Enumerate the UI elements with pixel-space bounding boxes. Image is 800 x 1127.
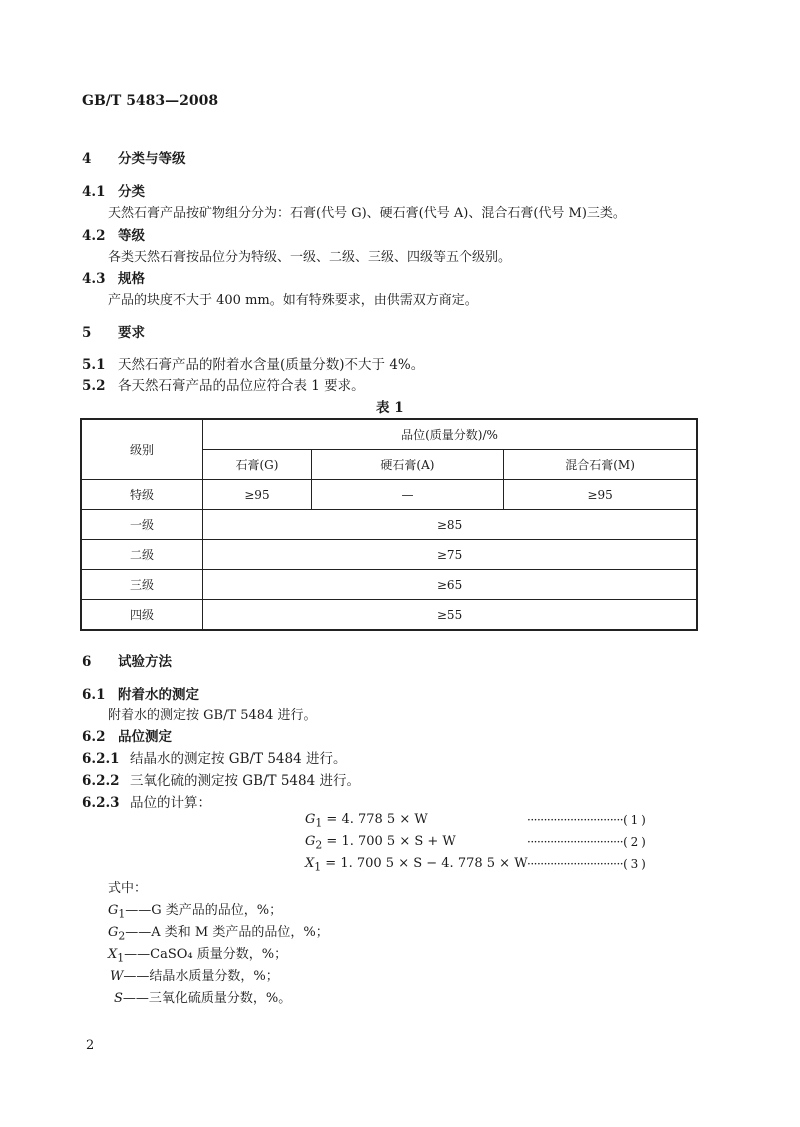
section-number: 6.2 [82, 729, 106, 745]
section-5-heading [82, 321, 145, 341]
formula-tag: ( 1 ) [623, 813, 646, 827]
legend-desc: ——G 类产品的品位，%； [125, 903, 283, 918]
legend-sub: 1 [117, 951, 125, 965]
table-row [81, 480, 697, 510]
table-row [81, 570, 697, 600]
section-6-2-1 [82, 747, 347, 767]
legend-item [108, 899, 282, 921]
legend-sub: 2 [118, 929, 126, 943]
leader-dots: ····························· [527, 835, 624, 849]
table-cell-grade: 二级 [81, 540, 203, 570]
section-6-2-heading [82, 725, 172, 745]
formula-sub: 1 [314, 860, 322, 874]
formula-lhs: G [305, 812, 316, 827]
section-6-2-3 [82, 791, 211, 811]
legend-desc: ——CaSO₄ 质量分数，%； [124, 947, 288, 962]
grade-table [80, 418, 698, 631]
formula-rhs: = 1. 700 5 × S + W [322, 834, 456, 849]
formula-2-leader [527, 835, 645, 849]
section-number: 5.2 [82, 378, 106, 394]
section-6-2-2 [82, 769, 360, 789]
section-4-1-text: 天然石膏产品按矿物组分分为：石膏(代号 G)、硬石膏(代号 A)、混合石膏(代号 M)三类。 [108, 206, 626, 221]
table-row [81, 510, 697, 540]
table-cell-grade: 一级 [81, 510, 203, 540]
section-text: 三氧化硫的测定按 GB/T 5484 进行。 [130, 773, 360, 789]
section-text: 天然石膏产品的附着水含量(质量分数)不大于 4%。 [118, 357, 425, 373]
standard-id: GB/T 5483—2008 [82, 93, 219, 109]
section-number: 6.1 [82, 687, 106, 703]
section-title: 分类与等级 [118, 151, 186, 167]
section-4-2-text: 各类天然石膏按品位分为特级、一级、二级、三级、四级等五个级别。 [108, 250, 512, 265]
legend-item [108, 943, 287, 965]
section-number: 6 [82, 654, 92, 670]
formula-1-leader [527, 813, 645, 827]
table-cell-value: ≥65 [203, 570, 697, 600]
table-header-gypsum: 石膏(G) [203, 450, 312, 480]
section-title: 品位测定 [118, 729, 172, 745]
section-number: 5 [82, 325, 92, 341]
table-header-grade: 级别 [81, 419, 203, 480]
legend-symbol: G [108, 903, 119, 918]
table-cell-mixed: ≥95 [504, 480, 697, 510]
formula-rhs: = 1. 700 5 × S − 4. 778 5 × W [321, 856, 528, 871]
table-header-anhydrite: 硬石膏(A) [311, 450, 503, 480]
formula-2 [305, 834, 456, 852]
formula-1 [305, 812, 428, 830]
legend-intro: 式中： [108, 881, 148, 896]
section-4-3-text: 产品的块度不大于 400 mm。如有特殊要求，由供需双方商定。 [108, 293, 478, 308]
legend-symbol: G [108, 925, 119, 940]
table-header-mixed: 混合石膏(M) [504, 450, 697, 480]
section-title: 规格 [118, 271, 145, 287]
section-title: 等级 [118, 228, 145, 244]
legend-symbol: S [114, 991, 123, 1006]
section-title: 试验方法 [118, 654, 172, 670]
section-text: 各天然石膏产品的品位应符合表 1 要求。 [118, 378, 365, 394]
section-number: 6.2.3 [82, 795, 120, 811]
section-5-2 [82, 374, 365, 394]
formula-3 [305, 856, 528, 874]
section-number: 6.2.1 [82, 751, 120, 767]
formula-3-leader [527, 857, 645, 871]
table-header-quality: 品位(质量分数)/% [203, 419, 697, 450]
table-cell-value: ≥55 [203, 600, 697, 631]
formula-tag: ( 3 ) [623, 857, 646, 871]
section-4-3-heading [82, 267, 145, 287]
section-number: 4.3 [82, 271, 106, 287]
section-4-1-heading [82, 180, 145, 200]
legend-item [114, 987, 291, 1006]
table-cell-grade: 三级 [81, 570, 203, 600]
table-row [81, 540, 697, 570]
section-number: 4 [82, 151, 92, 167]
formula-lhs: G [305, 834, 316, 849]
section-6-1-text: 附着水的测定按 GB/T 5484 进行。 [108, 708, 317, 723]
section-text: 结晶水的测定按 GB/T 5484 进行。 [130, 751, 347, 767]
section-6-1-heading [82, 683, 199, 703]
legend-sub: 1 [118, 907, 126, 921]
section-title: 分类 [118, 184, 145, 200]
formula-lhs: X [305, 856, 315, 871]
section-4-heading [82, 147, 186, 167]
section-title: 要求 [118, 325, 145, 341]
table-cell-grade: 四级 [81, 600, 203, 631]
legend-symbol: X [108, 947, 118, 962]
section-5-1 [82, 353, 424, 373]
section-number: 5.1 [82, 357, 106, 373]
page-number: 2 [86, 1038, 95, 1053]
section-6-heading [82, 650, 172, 670]
formula-sub: 1 [315, 816, 323, 830]
section-text: 品位的计算： [130, 795, 211, 811]
table-cell-grade: 特级 [81, 480, 203, 510]
section-number: 4.1 [82, 184, 106, 200]
legend-desc: ——A 类和 M 类产品的品位，%； [125, 925, 329, 940]
section-title: 附着水的测定 [118, 687, 199, 703]
legend-desc: ——三氧化硫质量分数，%。 [122, 991, 292, 1006]
leader-dots: ····························· [527, 813, 624, 827]
leader-dots: ····························· [527, 857, 624, 871]
legend-desc: ——结晶水质量分数，%； [123, 969, 279, 984]
table-row [81, 600, 697, 631]
table-cell-value: ≥85 [203, 510, 697, 540]
legend-item [108, 921, 329, 943]
formula-sub: 2 [315, 838, 323, 852]
formula-rhs: = 4. 778 5 × W [322, 812, 428, 827]
formula-tag: ( 2 ) [623, 835, 646, 849]
section-number: 6.2.2 [82, 773, 120, 789]
section-number: 4.2 [82, 228, 106, 244]
legend-symbol: W [110, 969, 124, 984]
legend-item [110, 965, 279, 984]
table-title: 表 1 [376, 400, 404, 416]
table-cell-value: ≥75 [203, 540, 697, 570]
section-4-2-heading [82, 224, 145, 244]
table-cell-anhydrite: — [311, 480, 503, 510]
table-cell-gypsum: ≥95 [203, 480, 312, 510]
